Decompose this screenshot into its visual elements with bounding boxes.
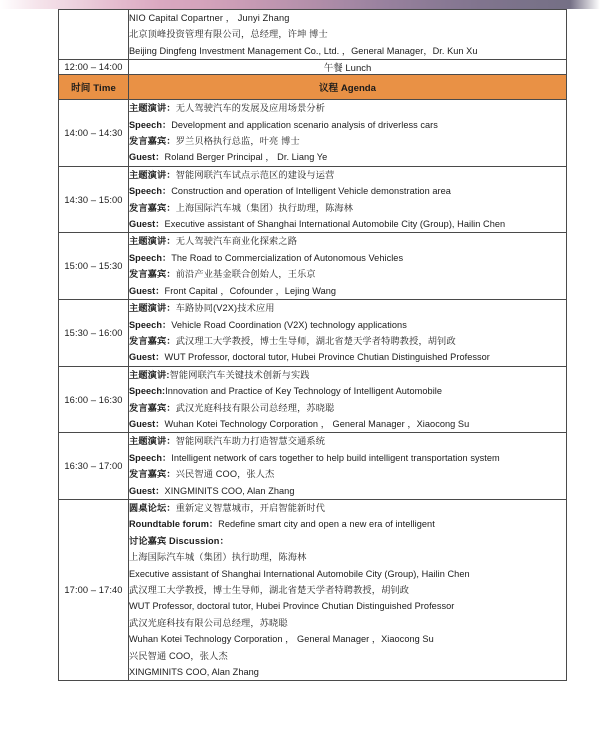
agenda-line <box>129 117 566 133</box>
agenda-line-text: Executive assistant of Shanghai International Automobile City (Group), Hailin Chen <box>164 219 506 230</box>
time-cell-session: 14:00 – 14:30 <box>59 100 129 167</box>
agenda-line-label: 主题演讲： <box>129 436 176 447</box>
time-cell-continued <box>59 10 129 60</box>
agenda-line <box>129 216 566 232</box>
agenda-line-text: Roland Berger Principal ， Dr. Liang Ye <box>164 152 328 163</box>
agenda-line <box>129 566 566 582</box>
agenda-line <box>129 615 566 631</box>
agenda-cell-session <box>129 100 567 167</box>
agenda-line <box>129 100 566 116</box>
agenda-line <box>129 466 566 482</box>
agenda-line-text: XINGMINITS COO, Alan Zhang <box>164 485 295 496</box>
agenda-line <box>129 483 566 499</box>
agenda-line-text: Wuhan Kotei Technology Corporation ， General Manager ，Xiaocong Su <box>164 418 470 429</box>
agenda-table-body <box>59 10 567 100</box>
agenda-line-text: 车路协同(V2X)技术应用 <box>175 303 275 314</box>
agenda-line-label: Speech： <box>129 186 172 197</box>
agenda-line <box>129 349 566 365</box>
agenda-line-text: Redefine smart city and open a new era of intelligent <box>218 519 435 530</box>
table-row-session <box>59 433 567 500</box>
agenda-cell-roundtable <box>129 499 567 680</box>
agenda-line <box>129 283 566 299</box>
agenda-line-text: 无人驾驶汽车的发展及应用场景分析 <box>175 103 326 114</box>
agenda-line <box>129 500 566 516</box>
page-top-bleed-strip <box>0 0 600 9</box>
table-row-session <box>59 100 567 167</box>
agenda-line-label: 发言嘉宾： <box>129 469 176 480</box>
agenda-line <box>129 233 566 249</box>
agenda-line-text: Construction and operation of Intelligent Vehicle demonstration area <box>171 186 451 197</box>
agenda-line-text: 智能网联汽车助力打造智慧交通系统 <box>175 436 326 447</box>
agenda-line-text: 智能网联汽车试点示范区的建设与运营 <box>175 169 335 180</box>
agenda-line <box>129 266 566 282</box>
table-row-session <box>59 166 567 233</box>
table-row-roundtable <box>59 499 567 680</box>
agenda-line <box>129 400 566 416</box>
time-cell-session: 15:00 – 15:30 <box>59 233 129 300</box>
agenda-table-container <box>58 9 566 681</box>
agenda-line <box>129 450 566 466</box>
agenda-line-label: 主题演讲： <box>129 169 176 180</box>
agenda-line <box>129 598 566 614</box>
agenda-line <box>129 317 566 333</box>
agenda-line-label: Speech： <box>129 119 172 130</box>
agenda-cell-session <box>129 166 567 233</box>
continued-line-1: NIO Capital Copartner ， Junyi Zhang <box>129 13 290 23</box>
agenda-line-label: 主题演讲： <box>129 103 176 114</box>
agenda-line-text: 武汉光庭科技有限公司总经理，苏晓聪 <box>175 402 335 413</box>
agenda-line <box>129 549 566 565</box>
time-cell-lunch: 12:00 – 14:00 <box>59 60 129 75</box>
agenda-line-label: Guest： <box>129 152 165 163</box>
agenda-line-text: Front Capital ，Cofounder ，Lejing Wang <box>164 285 337 296</box>
agenda-line-text: 武汉光庭科技有限公司总经理，苏晓聪 <box>129 617 288 628</box>
agenda-line-text: Intelligent network of cars together to help build intelligent transportation system <box>171 452 500 463</box>
agenda-line-label: Guest： <box>129 485 165 496</box>
agenda-line <box>129 200 566 216</box>
agenda-line-label: Guest： <box>129 285 165 296</box>
agenda-line-text: 前沿产业基金联合创始人，王乐京 <box>175 269 316 280</box>
agenda-line-text: 罗兰贝格执行总监，叶亮 博士 <box>175 136 300 147</box>
agenda-line <box>129 250 566 266</box>
agenda-line <box>129 167 566 183</box>
time-cell-session: 16:30 – 17:00 <box>59 433 129 500</box>
agenda-line-text: 重新定义智慧城市，开启智能新时代 <box>175 502 326 513</box>
agenda-line-text: 无人驾驶汽车商业化探索之路 <box>175 236 298 247</box>
agenda-line-label: 讨论嘉宾 Discussion： <box>129 535 229 546</box>
agenda-line-label: 主题演讲: <box>129 369 170 380</box>
agenda-line <box>129 333 566 349</box>
agenda-line-text: XINGMINITS COO, Alan Zhang <box>129 667 259 678</box>
agenda-line-text: Innovation and Practice of Key Technology of Intelligent Automobile <box>165 386 443 397</box>
table-row-session <box>59 233 567 300</box>
agenda-line <box>129 664 566 680</box>
agenda-line-text: 兴民智通 COO，张人杰 <box>175 469 275 480</box>
agenda-line-label: Guest： <box>129 219 165 230</box>
table-header-row <box>59 75 567 100</box>
time-cell-session: 14:30 – 15:00 <box>59 166 129 233</box>
agenda-line <box>129 516 566 532</box>
table-row-continued <box>59 10 567 60</box>
agenda-line-label: 发言嘉宾： <box>129 136 176 147</box>
continued-line-2: 北京顶峰投资管理有限公司，总经理，许坤 博士 <box>129 29 328 40</box>
agenda-line-text: Vehicle Road Coordination (V2X) technology applications <box>171 319 407 330</box>
agenda-line-text: Executive assistant of Shanghai International Automobile City (Group), Hailin Chen <box>129 568 470 579</box>
agenda-cell-session <box>129 433 567 500</box>
agenda-cell-continued <box>129 10 567 60</box>
time-cell-session: 16:00 – 16:30 <box>59 366 129 433</box>
agenda-line-text: 武汉理工大学教授，博士生导师，湖北省楚天学者特聘教授，胡钊政 <box>129 585 410 595</box>
agenda-line-label: Speech: <box>129 386 166 397</box>
agenda-line-label: Guest： <box>129 352 165 363</box>
agenda-line-text: Development and application scenario analysis of driverless cars <box>171 119 438 130</box>
agenda-line-text: 智能网联汽车关键技术创新与实践 <box>169 369 310 380</box>
agenda-line-label: Speech： <box>129 319 172 330</box>
agenda-line-label: 发言嘉宾： <box>129 202 176 213</box>
table-row-session <box>59 366 567 433</box>
agenda-line-label: Guest： <box>129 418 165 429</box>
time-cell-session: 15:30 – 16:00 <box>59 300 129 367</box>
time-cell-roundtable: 17:00 – 17:40 <box>59 499 129 680</box>
agenda-line-label: 主题演讲： <box>129 303 176 314</box>
agenda-line-text: WUT Professor, doctoral tutor, Hubei Province Chutian Distinguished Professor <box>164 352 490 363</box>
agenda-line-text: 上海国际汽车城（集团）执行助理，陈海林 <box>129 552 307 563</box>
agenda-line <box>129 300 566 316</box>
agenda-line-label: Speech： <box>129 452 172 463</box>
agenda-line-text: Wuhan Kotei Technology Corporation ， General Manager ，Xiaocong Su <box>129 634 434 645</box>
agenda-line <box>129 367 566 383</box>
table-row-session <box>59 300 567 367</box>
agenda-line <box>129 648 566 664</box>
agenda-line-text: 武汉理工大学教授，博士生导师，湖北省楚天学者特聘教授，胡钊政 <box>175 335 456 346</box>
agenda-line-label: 发言嘉宾： <box>129 402 176 413</box>
agenda-line <box>129 383 566 399</box>
agenda-cell-lunch: 午餐 Lunch <box>129 60 567 75</box>
agenda-line <box>129 533 566 549</box>
agenda-line-label: 主题演讲： <box>129 236 176 247</box>
agenda-line <box>129 133 566 149</box>
column-header-time: 时间 Time <box>59 75 129 100</box>
agenda-line-label: 发言嘉宾： <box>129 269 176 280</box>
agenda-line <box>129 416 566 432</box>
agenda-cell-session <box>129 300 567 367</box>
agenda-line-label: Roundtable forum： <box>129 519 219 530</box>
column-header-agenda: 议程 Agenda <box>129 75 567 100</box>
agenda-sessions-body <box>59 100 567 681</box>
agenda-line-text: WUT Professor, doctoral tutor, Hubei Province Chutian Distinguished Professor <box>129 601 455 612</box>
agenda-line-label: 发言嘉宾： <box>129 335 176 346</box>
agenda-line-text: 上海国际汽车城（集团）执行助理，陈海林 <box>175 202 354 213</box>
agenda-line-text: The Road to Commercialization of Autonomous Vehicles <box>171 252 404 263</box>
agenda-cell-session <box>129 366 567 433</box>
agenda-line <box>129 433 566 449</box>
agenda-line <box>129 183 566 199</box>
agenda-table <box>58 9 567 681</box>
agenda-cell-session <box>129 233 567 300</box>
continued-line-3: Beijing Dingfeng Investment Management Co., Ltd. ，General Manager，Dr. Kun Xu <box>129 45 478 56</box>
agenda-line <box>129 582 566 598</box>
table-row-lunch <box>59 60 567 75</box>
agenda-line <box>129 149 566 165</box>
agenda-line-label: Speech： <box>129 252 172 263</box>
agenda-line <box>129 631 566 647</box>
agenda-line-text: 兴民智通 COO，张人杰 <box>129 650 228 661</box>
agenda-line-label: 圆桌论坛： <box>129 502 176 513</box>
